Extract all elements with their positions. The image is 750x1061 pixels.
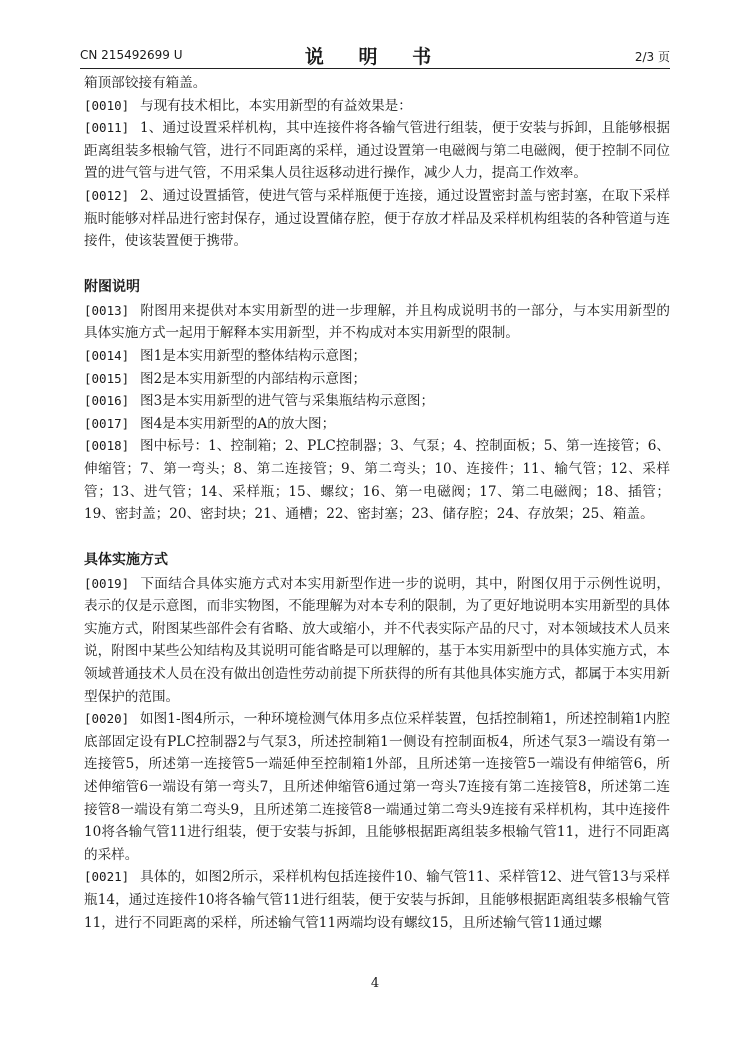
- section-heading-embodiments: 具体实施方式: [84, 551, 168, 568]
- paragraph-number: [0012]: [84, 187, 130, 203]
- paragraph: [0019] 下面结合具体实施方式对本实用新型作进一步的说明，其中，附图仅用于示例性说明，表示的仅是示意图，而非实物图，不能理解为对本专利的限制，为了更好地说明本实用新型的具体实施方式，附图某些部件会有省略、放大或缩小，并不代表实际产品的尺寸，对本领域技术人员来说，附图中某些公知结构及其说明可能省略是可以理解的，基于本实用新型中的具体实施方式，本领域普通技术人员在没有做出创造性劳动前提下所获得的所有其他具体实施方式，都属于本实用新型保护的范围。: [84, 573, 670, 709]
- paragraph: [0015] 图2是本实用新型的内部结构示意图；: [84, 368, 670, 391]
- paragraph-number: [0013]: [84, 302, 130, 318]
- paragraph-number: [0016]: [84, 393, 130, 409]
- paragraph: [0011] 1、通过设置采样机构，其中连接件将各输气管进行组装，便于安装与拆卸，且能够根据距离组装多根输气管，进行不同距离的采样，通过设置第一电磁阀与第二电磁阀，便于控制不同位置的进气管与进气管，不用采集人员往返移动进行操作，减少人力，提高工作效率。: [84, 117, 670, 185]
- document-title: 说 明 书: [304, 46, 446, 68]
- paragraph-number: [0014]: [84, 347, 130, 363]
- paragraph-number: [0017]: [84, 415, 130, 431]
- paragraph: [0016] 图3是本实用新型的进气管与采集瓶结构示意图；: [84, 390, 670, 413]
- page-range: 2/3 页: [634, 50, 670, 64]
- paragraph: [0017] 图4是本实用新型的A的放大图；: [84, 413, 670, 436]
- publication-number: CN 215492699 U: [80, 48, 183, 62]
- page-number: 4: [370, 976, 380, 991]
- paragraph-number: [0020]: [84, 711, 130, 727]
- paragraph-number: [0011]: [84, 120, 130, 136]
- paragraph-number: [0019]: [84, 575, 130, 591]
- paragraph: [0014] 图1是本实用新型的整体结构示意图；: [84, 345, 670, 368]
- paragraph-number: [0021]: [84, 869, 130, 885]
- paragraph: [0021] 具体的，如图2所示，采样机构包括连接件10、输气管11、采样管12、进气管13与采样瓶14，通过连接件10将各输气管11进行组装，便于安装与拆卸，且能够根据距离组装多根输气管11，进行不同距离的采样，所述输气管11两端均设有螺纹15，且所述输气管11通过螺: [84, 866, 670, 934]
- paragraph: [0018] 图中标号：1、控制箱；2、PLC控制器；3、气泵；4、控制面板；5、第一连接管；6、伸缩管；7、第一弯头；8、第二连接管；9、第二弯头；10、连接件；11、输气管；12、采样管；13、进气管；14、采样瓶；15、螺纹；16、第一电磁阀；17、第二电磁阀；18、插管；19、密封盖；20、密封块；21、通槽；22、密封塞；23、储存腔；24、存放架；25、箱盖。: [84, 435, 670, 525]
- paragraph-number: [0018]: [84, 438, 130, 454]
- paragraph: [0012] 2、通过设置插管，使进气管与采样瓶便于连接，通过设置密封盖与密封塞，在取下采样瓶时能够对样品进行密封保存，通过设置储存腔，便于存放才样品及采样机构组装的各种管道与连接件，使该装置便于携带。: [84, 185, 670, 253]
- paragraph: [0013] 附图用来提供对本实用新型的进一步理解，并且构成说明书的一部分，与本实用新型的具体实施方式一起用于解释本实用新型，并不构成对本实用新型的限制。: [84, 300, 670, 345]
- paragraph: 箱顶部铰接有箱盖。: [84, 75, 207, 91]
- paragraph: [0010] 与现有技术相比，本实用新型的有益效果是：: [84, 95, 670, 118]
- header-divider: [80, 68, 670, 69]
- paragraph-number: [0010]: [84, 97, 130, 113]
- paragraph-number: [0015]: [84, 370, 130, 386]
- document-body: [84, 72, 670, 934]
- paragraph: [0020] 如图1-图4所示，一种环境检测气体用多点位采样装置，包括控制箱1，所述控制箱1内腔底部固定设有PLC控制器2与气泵3，所述控制箱1一侧设有控制面板4，所述气泵3一端设有第一连接管5，所述第一连接管5一端延伸至控制箱1外部，且所述第一连接管5一端设有伸缩管6，所述伸缩管6一端设有第一弯头7，且所述伸缩管6通过第一弯头7连接有第二连接管8，所述第二连接管8一端设有第二弯头9，且所述第二连接管8一端通过第二弯头9连接有采样机构，其中连接件10将各输气管11进行组装，便于安装与拆卸，且能够根据距离组装多根输气管11，进行不同距离的采样。: [84, 708, 670, 866]
- section-heading-figures: 附图说明: [84, 278, 140, 295]
- page-header: [80, 38, 670, 68]
